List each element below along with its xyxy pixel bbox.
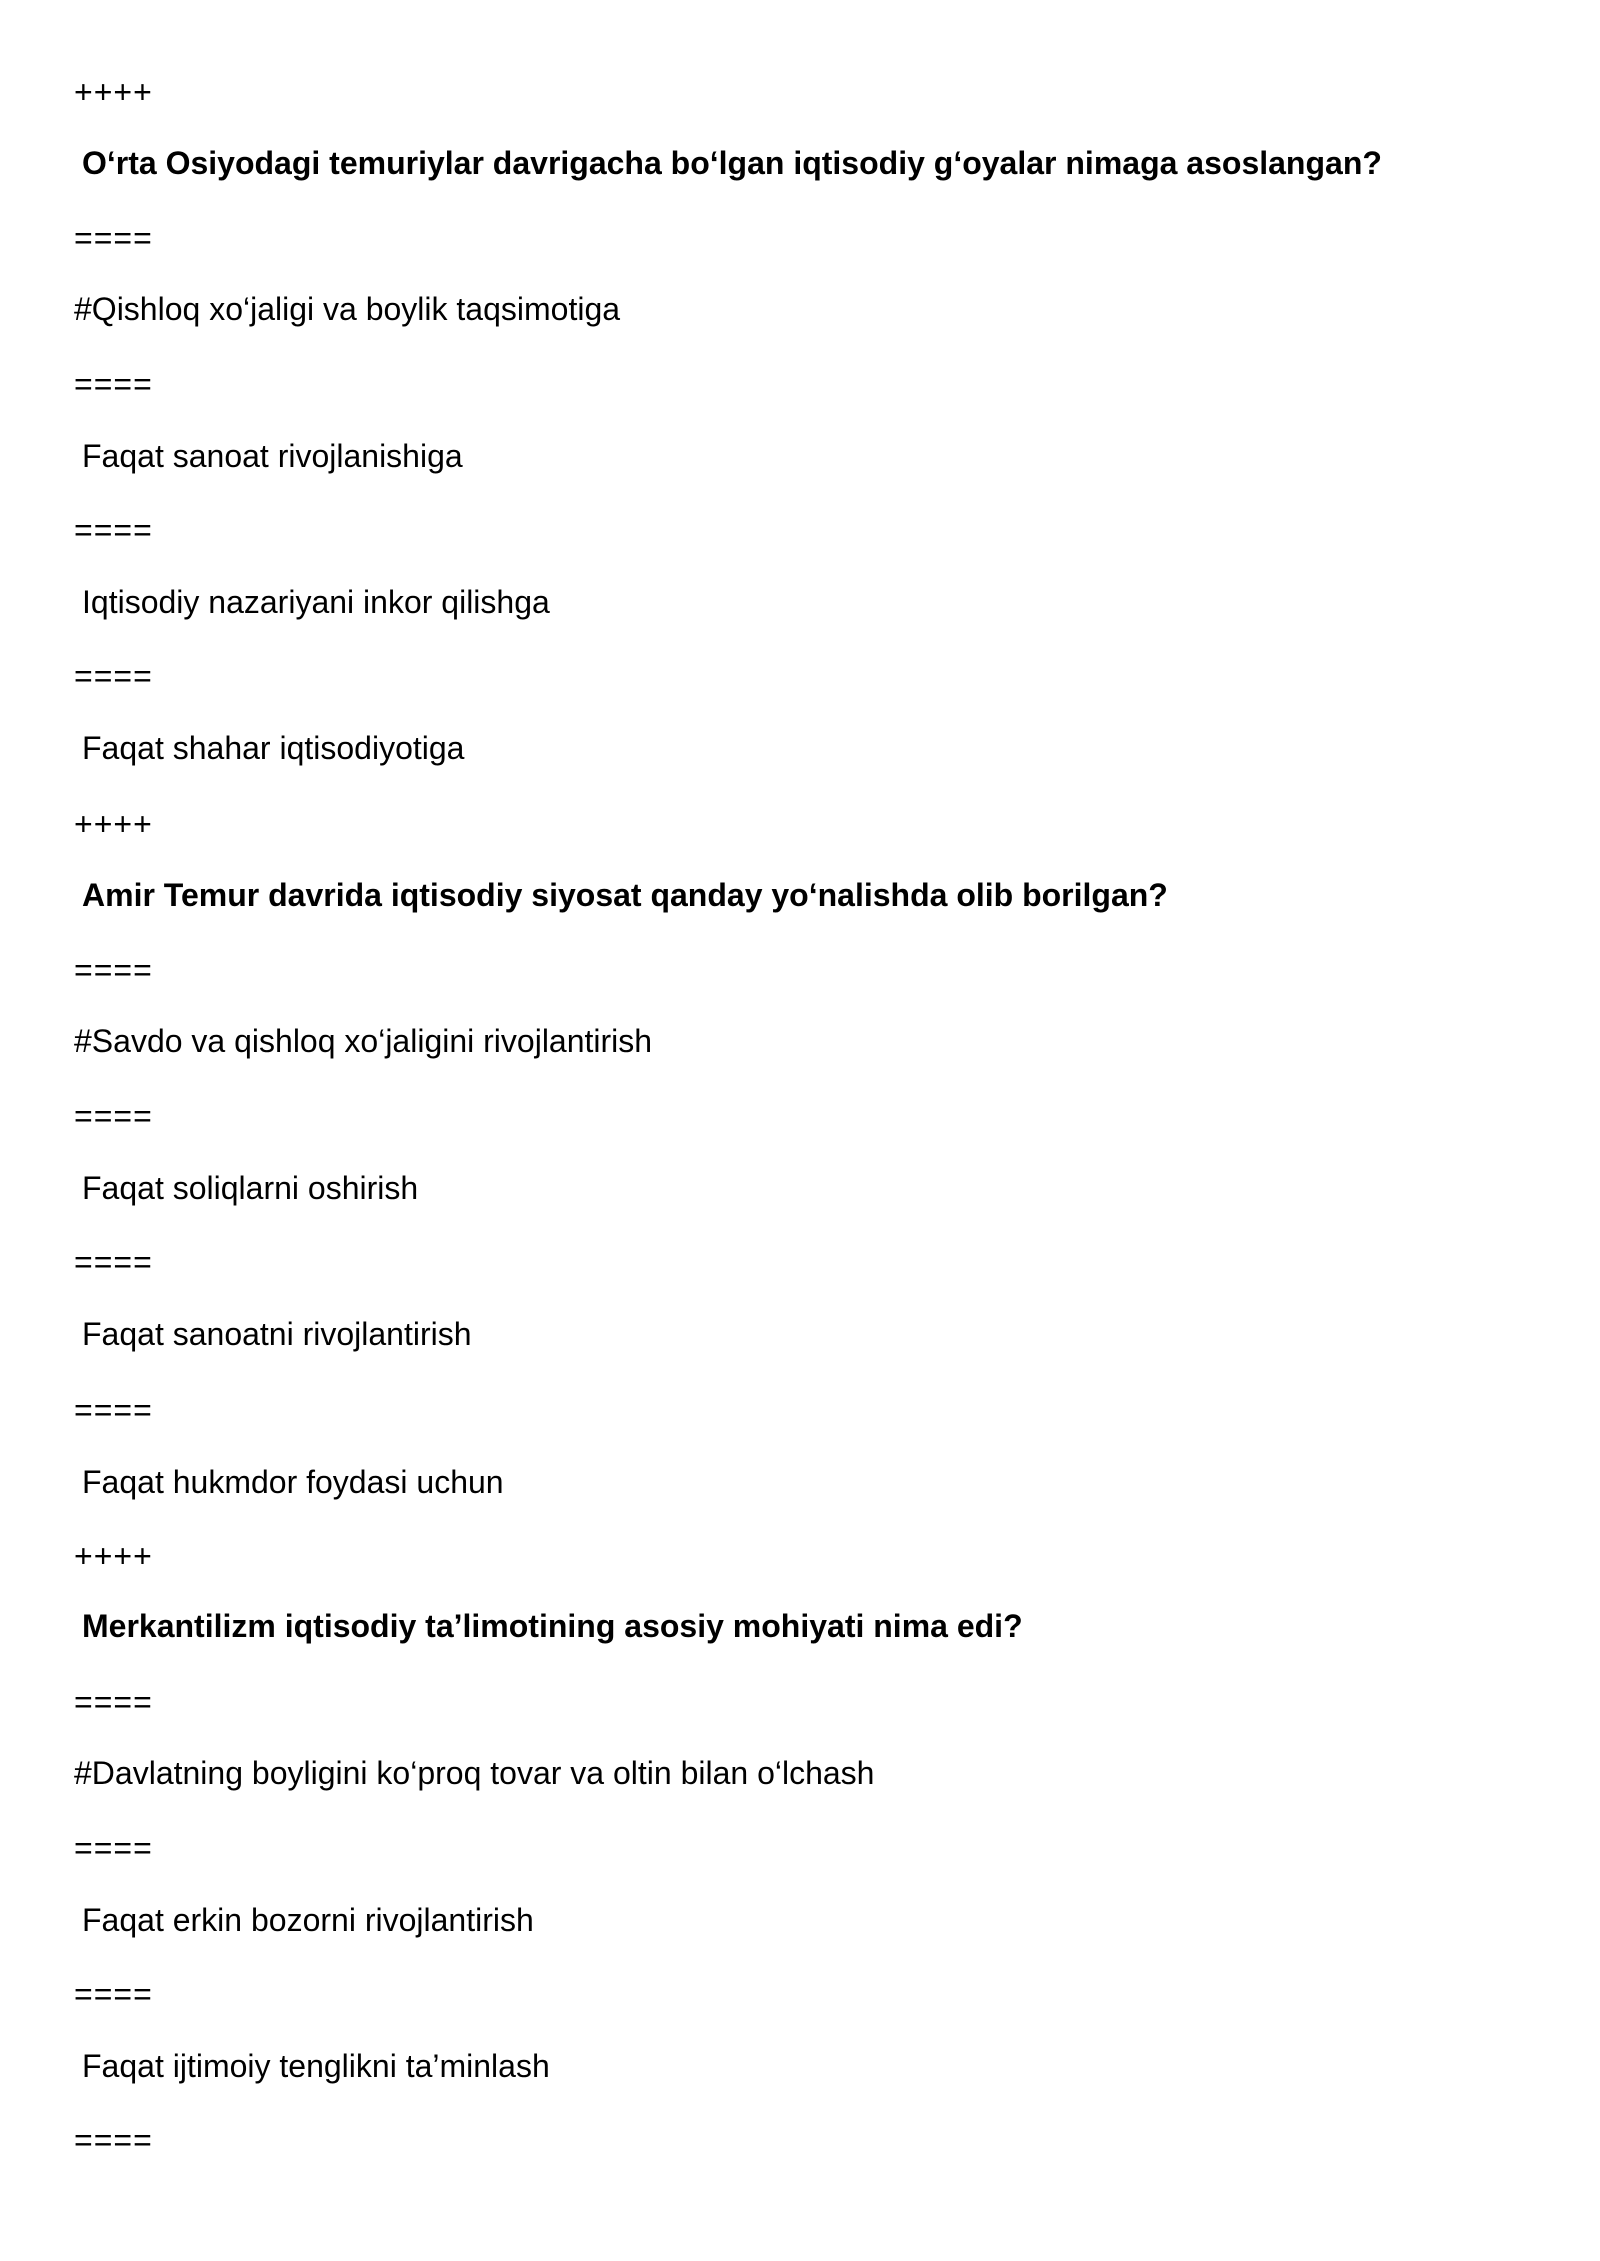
question-marker: ++++ (74, 806, 153, 842)
option: Iqtisodiy nazariyani inkor qilishga (82, 584, 550, 620)
option-separator: ==== (74, 512, 153, 548)
question-text: O‘rta Osiyodagi temuriylar davrigacha bo‘lgan iqtisodiy g‘oyalar nimaga asoslangan? (82, 145, 1382, 181)
question-text: Amir Temur davrida iqtisodiy siyosat qanday yo‘nalishda olib borilgan? (82, 877, 1168, 913)
question-marker: ++++ (74, 1538, 153, 1574)
question-text: Merkantilizm iqtisodiy ta’limotining asosiy mohiyati nima edi? (82, 1608, 1023, 1644)
option-separator: ==== (74, 220, 153, 256)
option-correct: #Savdo va qishloq xo‘jaligini rivojlantirish (74, 1023, 653, 1059)
option: Faqat ijtimoiy tenglikni ta’minlash (82, 2048, 550, 2084)
option: Faqat soliqlarni oshirish (82, 1170, 419, 1206)
option-separator: ==== (74, 1684, 153, 1720)
question-marker: ++++ (74, 74, 153, 110)
option-correct: #Davlatning boyligini ko‘proq tovar va oltin bilan o‘lchash (74, 1755, 875, 1791)
option: Faqat hukmdor foydasi uchun (82, 1464, 504, 1500)
option-separator: ==== (74, 1830, 153, 1866)
option: Faqat sanoat rivojlanishiga (82, 438, 463, 474)
option: Faqat shahar iqtisodiyotiga (82, 730, 465, 766)
option-correct: #Qishloq xo‘jaligi va boylik taqsimotiga (74, 291, 621, 327)
option-separator: ==== (74, 2122, 153, 2158)
option: Faqat sanoatni rivojlantirish (82, 1316, 472, 1352)
option: Faqat erkin bozorni rivojlantirish (82, 1902, 534, 1938)
option-separator: ==== (74, 952, 153, 988)
option-separator: ==== (74, 658, 153, 694)
option-separator: ==== (74, 1098, 153, 1134)
option-separator: ==== (74, 1976, 153, 2012)
option-separator: ==== (74, 1244, 153, 1280)
option-separator: ==== (74, 1392, 153, 1428)
option-separator: ==== (74, 366, 153, 402)
